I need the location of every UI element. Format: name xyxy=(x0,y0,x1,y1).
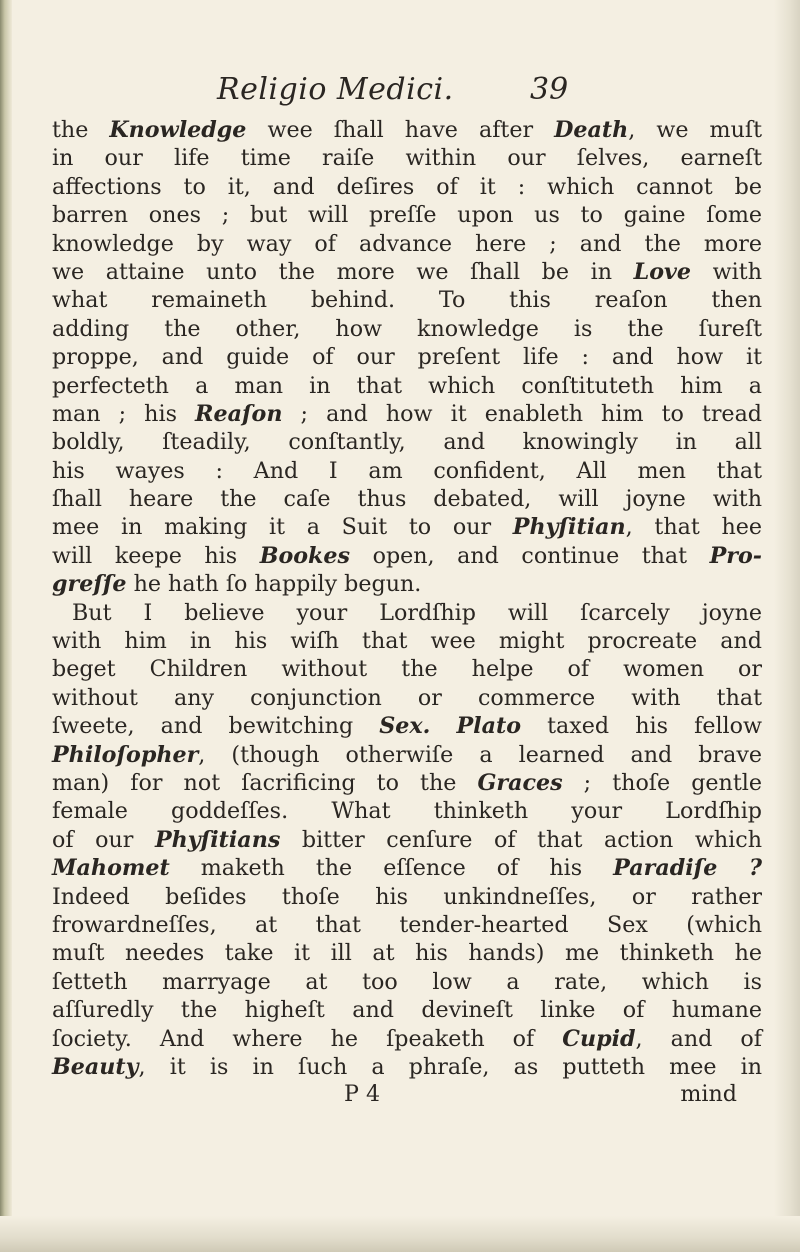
text-line xyxy=(52,741,762,769)
running-title: Religio Medici. xyxy=(217,72,454,107)
text-run: , that hee xyxy=(625,514,762,541)
text-line xyxy=(52,1053,762,1081)
italic-text: Reaſon xyxy=(195,400,283,427)
running-head xyxy=(52,72,762,116)
text-line xyxy=(52,372,762,400)
text-run: ſociety. And where he ſpeaketh of xyxy=(52,1025,563,1052)
page-footer xyxy=(52,1081,762,1109)
text-run: But I believe your Lordſhip will ſcarcely joyne xyxy=(72,599,762,626)
text-run: , we muſt xyxy=(628,117,762,143)
italic-text: Bookes xyxy=(259,542,351,569)
body-text xyxy=(52,116,762,1081)
text-line xyxy=(52,883,762,911)
text-run: muſt needes take it ill at his hands) me thinketh he xyxy=(52,940,762,967)
italic-text: greſſe xyxy=(52,571,127,598)
text-run: Indeed beſides thoſe his unkindneſſes, or rather xyxy=(52,883,762,910)
text-run: will keepe his xyxy=(52,542,260,569)
text-run: taxed his fellow xyxy=(521,713,762,740)
text-line xyxy=(52,513,762,541)
text-run: beget Children without the helpe of women or xyxy=(52,656,762,683)
italic-text: Phyſitians xyxy=(154,826,281,853)
text-run: of our xyxy=(52,826,155,853)
page-edge-bottom xyxy=(0,1216,800,1252)
text-line xyxy=(52,684,762,712)
text-line xyxy=(52,655,762,683)
text-line xyxy=(52,343,762,371)
text-run: with him in his wiſh that wee might procreate and xyxy=(52,628,762,655)
text-line xyxy=(52,996,762,1024)
text-run: he hath ſo happily begun. xyxy=(126,571,422,598)
italic-text: Pro- xyxy=(709,542,763,569)
italic-text: Knowledge xyxy=(109,117,247,143)
text-run: without any conjunction or commerce with that xyxy=(52,684,762,711)
text-run xyxy=(430,713,456,739)
text-run: his wayes : And I am confident, All men that xyxy=(52,457,762,484)
italic-text: Phyſitian xyxy=(512,514,626,541)
text-line xyxy=(52,457,762,485)
text-run: affections to it, and deſires of it : which cannot be xyxy=(52,173,762,200)
text-run: wee ſhall have after xyxy=(246,117,555,143)
italic-text: Plato xyxy=(456,713,522,740)
text-line xyxy=(52,854,762,882)
text-line xyxy=(52,144,762,172)
text-run: frowardneſſes, at that tender-hearted Sex (which xyxy=(52,911,762,938)
catchword: mind xyxy=(680,1081,737,1108)
text-run: ſhall heare the caſe thus debated, will joyne with xyxy=(52,486,762,513)
page-edge-right xyxy=(774,0,800,1252)
text-run: open, and continue that xyxy=(350,542,710,569)
text-run: what remaineth behind. To this reaſon then xyxy=(52,287,762,314)
text-line xyxy=(52,400,762,428)
text-line xyxy=(52,570,762,598)
text-line xyxy=(52,712,762,740)
text-run: aſſuredly the higheſt and devineſt linke of humane xyxy=(52,997,762,1024)
page-number: 39 xyxy=(530,72,569,107)
text-run: bitter cenſure of that action which xyxy=(280,826,762,853)
italic-text: Love xyxy=(633,258,692,285)
signature-mark: P 4 xyxy=(344,1081,381,1108)
text-run: , and of xyxy=(635,1025,762,1052)
italic-text: Death xyxy=(554,117,629,143)
text-run: ; and how it enableth him to tread xyxy=(282,400,762,427)
text-line xyxy=(52,286,762,314)
text-run: ſweete, and bewitching xyxy=(52,713,380,740)
text-run: ; thoſe gentle xyxy=(562,769,762,796)
text-line xyxy=(52,315,762,343)
text-run: , (though otherwiſe a learned and brave xyxy=(198,741,762,768)
italic-text: Mahomet xyxy=(52,855,170,882)
text-line xyxy=(52,797,762,825)
text-run: adding the other, how knowledge is the ſureſt xyxy=(52,315,762,342)
text-run: maketh the eſſence of his xyxy=(169,855,614,882)
text-line xyxy=(52,968,762,996)
text-run: the xyxy=(52,117,110,143)
text-line xyxy=(52,1025,762,1053)
italic-text: Paradiſe ? xyxy=(613,855,763,882)
text-run: boldly, ſteadily, conſtantly, and knowingly in all xyxy=(52,429,762,456)
text-line xyxy=(52,428,762,456)
text-line xyxy=(52,769,762,797)
text-run: female goddeſſes. What thinketh your Lordſhip xyxy=(52,798,762,825)
text-run: , it is in ſuch a phraſe, as putteth mee in xyxy=(138,1053,762,1080)
text-line xyxy=(52,939,762,967)
page-gutter-left xyxy=(0,0,12,1252)
text-run: we attaine unto the more we ſhall be in xyxy=(52,258,634,285)
italic-text: Philoſopher xyxy=(52,741,199,768)
text-line xyxy=(52,542,762,570)
text-line xyxy=(52,485,762,513)
text-line xyxy=(52,826,762,854)
text-line xyxy=(52,258,762,286)
text-line xyxy=(52,173,762,201)
text-run: in our life time raiſe within our ſelves, earneſt xyxy=(52,145,762,172)
text-line xyxy=(52,911,762,939)
italic-text: Sex. xyxy=(379,713,431,740)
text-line xyxy=(52,201,762,229)
italic-text: Beauty xyxy=(52,1053,139,1080)
text-line xyxy=(52,230,762,258)
text-line xyxy=(52,627,762,655)
text-line xyxy=(52,599,762,627)
book-page xyxy=(52,72,762,1110)
text-run: with xyxy=(691,258,762,285)
text-run: man ; his xyxy=(52,400,196,427)
text-run: man) for not ſacrificing to the xyxy=(52,769,478,796)
text-line xyxy=(52,116,762,144)
text-run: barren ones ; but will preſſe upon us to gaine ſome xyxy=(52,202,762,229)
text-run: knowledge by way of advance here ; and the more xyxy=(52,230,762,257)
text-run: mee in making it a Suit to our xyxy=(52,514,513,541)
text-run: perfecteth a man in that which conſtituteth him a xyxy=(52,372,762,399)
text-run: ſetteth marryage at too low a rate, which is xyxy=(52,968,762,995)
italic-text: Cupid xyxy=(562,1025,636,1052)
italic-text: Graces xyxy=(477,769,563,796)
text-run: proppe, and guide of our preſent life : and how it xyxy=(52,344,762,371)
